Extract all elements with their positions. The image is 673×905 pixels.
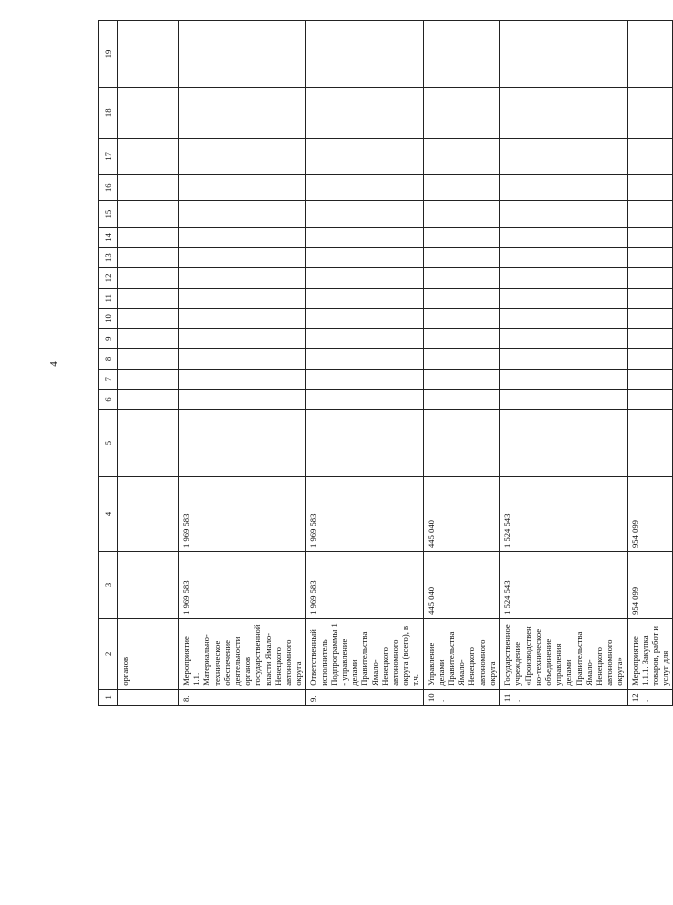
empty-cell [423, 227, 499, 247]
row-name: Мероприятие 1.1.1. Закупка товаров, работ и услуг для [627, 618, 673, 689]
budget-table-rotated [98, 20, 671, 706]
empty-cell [179, 369, 306, 389]
empty-cell [627, 308, 673, 328]
empty-cell [423, 410, 499, 477]
empty-cell [500, 329, 627, 349]
empty-cell [306, 410, 423, 477]
column-header: 5 [99, 410, 118, 477]
empty-cell [423, 329, 499, 349]
table-row [500, 21, 627, 706]
column-header: 6 [99, 389, 118, 409]
empty-cell [179, 268, 306, 288]
empty-cell [306, 138, 423, 174]
empty-cell [179, 288, 306, 308]
empty-cell [500, 389, 627, 409]
empty-cell [118, 87, 179, 138]
empty-cell [306, 329, 423, 349]
empty-cell [627, 389, 673, 409]
row-value-col3: 1 969 583 [179, 552, 306, 619]
empty-cell [423, 87, 499, 138]
empty-cell [627, 201, 673, 227]
empty-cell [118, 248, 179, 268]
empty-cell [627, 369, 673, 389]
empty-cell [627, 268, 673, 288]
table-row [118, 21, 179, 706]
row-number: 10. [423, 689, 499, 705]
empty-cell [423, 308, 499, 328]
empty-cell [500, 248, 627, 268]
empty-cell [423, 288, 499, 308]
empty-cell [627, 138, 673, 174]
row-number: 9. [306, 689, 423, 705]
empty-cell [179, 410, 306, 477]
empty-cell [306, 268, 423, 288]
empty-cell [179, 175, 306, 201]
column-header: 10 [99, 308, 118, 328]
empty-cell [627, 175, 673, 201]
row-name: Мероприятие 1.1. Материально-техническое обеспечение деятельности органов государственной власти Ямало-Ненецкого автономного округа [179, 618, 306, 689]
empty-cell [179, 308, 306, 328]
header-row [99, 21, 118, 706]
empty-cell [118, 349, 179, 369]
empty-cell [118, 201, 179, 227]
empty-cell [500, 138, 627, 174]
row-value-col3: 445 040 [423, 552, 499, 619]
empty-cell [179, 201, 306, 227]
column-header: 13 [99, 248, 118, 268]
empty-cell [118, 410, 179, 477]
empty-cell [627, 21, 673, 88]
empty-cell [306, 349, 423, 369]
empty-cell [306, 369, 423, 389]
empty-cell [627, 349, 673, 369]
budget-table [98, 20, 673, 706]
empty-cell [306, 175, 423, 201]
empty-cell [179, 21, 306, 88]
row-value-col3: 1 524 543 [500, 552, 627, 619]
empty-cell [423, 175, 499, 201]
column-header: 3 [99, 552, 118, 619]
empty-cell [627, 248, 673, 268]
empty-cell [179, 87, 306, 138]
empty-cell [306, 248, 423, 268]
empty-cell [500, 21, 627, 88]
row-name: органов [118, 618, 179, 689]
empty-cell [627, 227, 673, 247]
empty-cell [500, 268, 627, 288]
row-number: 8. [179, 689, 306, 705]
row-name: Управление делами Правительства Ямало-Ненецкого автономного округа [423, 618, 499, 689]
empty-cell [423, 138, 499, 174]
empty-cell [500, 410, 627, 477]
table-row [423, 21, 499, 706]
empty-cell [179, 329, 306, 349]
empty-cell [118, 308, 179, 328]
column-header: 18 [99, 87, 118, 138]
empty-cell [500, 369, 627, 389]
empty-cell [179, 248, 306, 268]
empty-cell [118, 268, 179, 288]
empty-cell [179, 389, 306, 409]
column-header: 15 [99, 201, 118, 227]
row-value-col4: 445 040 [423, 477, 499, 552]
row-value-col3: 1 969 583 [306, 552, 423, 619]
empty-cell [306, 227, 423, 247]
empty-cell [500, 175, 627, 201]
empty-cell [118, 138, 179, 174]
column-header: 4 [99, 477, 118, 552]
column-header: 2 [99, 618, 118, 689]
column-header: 8 [99, 349, 118, 369]
empty-cell [306, 389, 423, 409]
column-header: 14 [99, 227, 118, 247]
empty-cell [118, 175, 179, 201]
row-number: 11. [500, 689, 627, 705]
empty-cell [500, 288, 627, 308]
empty-cell [118, 369, 179, 389]
empty-cell [179, 138, 306, 174]
empty-cell [627, 288, 673, 308]
empty-cell [423, 201, 499, 227]
row-value-col4: 1 524 543 [500, 477, 627, 552]
empty-cell [500, 349, 627, 369]
empty-cell [306, 288, 423, 308]
column-header: 9 [99, 329, 118, 349]
column-header: 16 [99, 175, 118, 201]
row-value-col3 [118, 552, 179, 619]
empty-cell [423, 268, 499, 288]
empty-cell [500, 201, 627, 227]
table-row [306, 21, 423, 706]
row-name: Государственное учреждение «Производственно-техническое объединение управления делами Правительства Ямало-Ненецкого автономного округа» [500, 618, 627, 689]
column-header: 17 [99, 138, 118, 174]
empty-cell [118, 21, 179, 88]
row-value-col4: 954 099 [627, 477, 673, 552]
empty-cell [118, 227, 179, 247]
column-header: 19 [99, 21, 118, 88]
empty-cell [423, 389, 499, 409]
empty-cell [423, 369, 499, 389]
empty-cell [118, 288, 179, 308]
empty-cell [627, 410, 673, 477]
row-value-col4: 1 969 583 [179, 477, 306, 552]
column-header: 1 [99, 689, 118, 705]
empty-cell [179, 227, 306, 247]
column-header: 12 [99, 268, 118, 288]
page-number: 4 [48, 361, 60, 367]
empty-cell [423, 21, 499, 88]
row-value-col4: 1 969 583 [306, 477, 423, 552]
empty-cell [423, 349, 499, 369]
empty-cell [306, 201, 423, 227]
empty-cell [500, 308, 627, 328]
column-header: 11 [99, 288, 118, 308]
row-number: 12. [627, 689, 673, 705]
empty-cell [306, 87, 423, 138]
column-header: 7 [99, 369, 118, 389]
empty-cell [500, 87, 627, 138]
empty-cell [179, 349, 306, 369]
row-number [118, 689, 179, 705]
row-name: Ответственный исполнитель Подпрограммы 1 - управление делами Правительства Ямало-Ненецкого автономного округа (всего), в т.ч. [306, 618, 423, 689]
table-row [179, 21, 306, 706]
empty-cell [627, 329, 673, 349]
budget-table-container [98, 20, 671, 706]
empty-cell [627, 87, 673, 138]
empty-cell [500, 227, 627, 247]
empty-cell [118, 329, 179, 349]
empty-cell [423, 248, 499, 268]
row-value-col4 [118, 477, 179, 552]
empty-cell [306, 308, 423, 328]
table-row [627, 21, 673, 706]
empty-cell [118, 389, 179, 409]
empty-cell [306, 21, 423, 88]
row-value-col3: 954 099 [627, 552, 673, 619]
